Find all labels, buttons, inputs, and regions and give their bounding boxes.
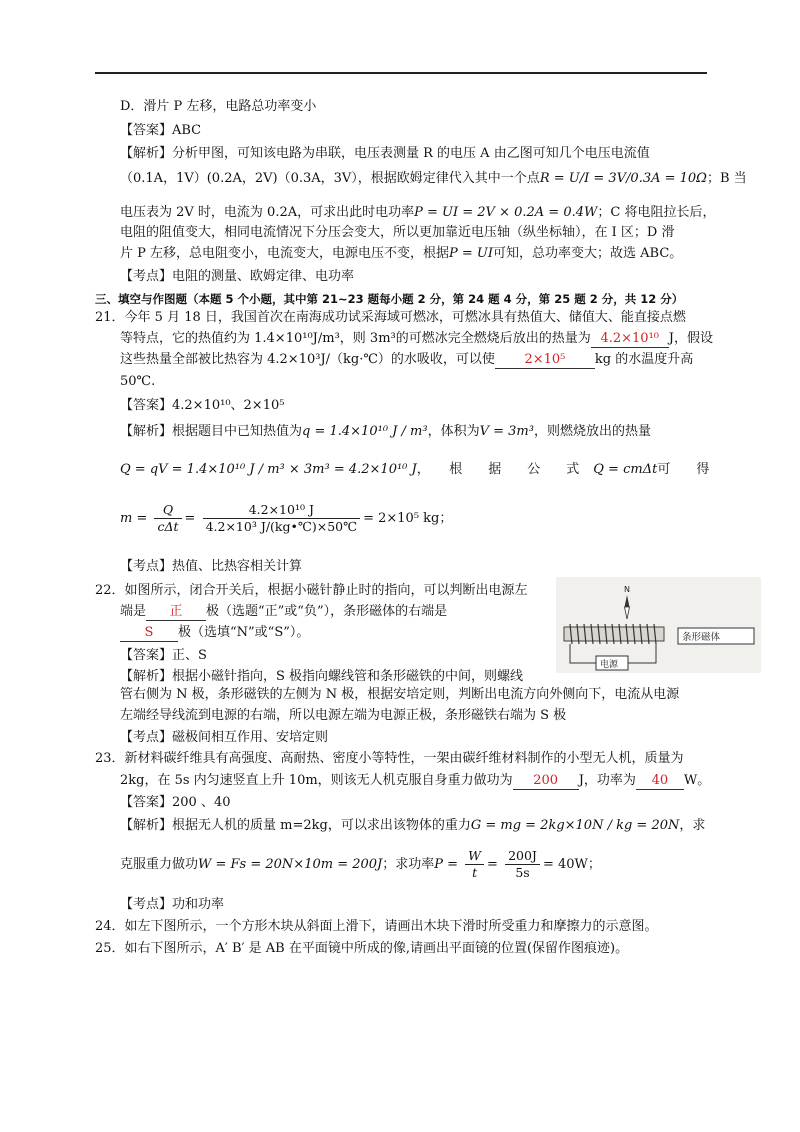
analysis-21-line-1 — [120, 423, 651, 441]
power-source-label: 电源 — [600, 660, 619, 670]
q23-text: W。 — [683, 773, 711, 788]
answer-22: 【答案】正、S — [120, 648, 207, 663]
specific-heat-formula: Q = cmΔt — [593, 462, 658, 477]
compass-needle-north — [625, 595, 630, 607]
q23-answer-blank-1: 200 — [513, 773, 579, 790]
analysis-20-line-3 — [120, 204, 715, 222]
kaodian-20: 【考点】电阻的测量、欧姆定律、电功率 — [120, 269, 355, 284]
analysis-20-line-1: 【解析】分析甲图，可知该电路为串联，电压表测量 R 的电压 A 由乙图可知几个电压电流值 — [120, 146, 650, 161]
analysis-21-text: 可 得 — [657, 462, 710, 477]
q23-answer-blank-2: 40 — [636, 773, 684, 790]
fraction-w-over-t — [465, 848, 484, 881]
wire-right — [628, 644, 656, 663]
analysis-23-line-1 — [120, 817, 705, 835]
fraction-values — [505, 848, 540, 881]
analysis-20-line-5 — [120, 245, 682, 263]
analysis-22-line-1: 【解析】根据小磁针指向，S 极指向螺线管和条形磁铁的中间，则螺线 — [120, 669, 524, 684]
mass-result: = 2×10⁵ kg； — [363, 511, 453, 526]
fraction-numerator: 200J — [505, 848, 540, 865]
wire-left — [570, 644, 596, 663]
q21-answer-blank-1: 4.2×10¹⁰ — [591, 331, 669, 348]
ohm-equation: R = U/I = 3V/0.3A = 10Ω — [539, 171, 707, 186]
analysis-23-text: 克服重力做功 — [120, 857, 199, 872]
mass-lhs: m = — [120, 511, 152, 526]
q21-text: 这些热量全部被比热容为 4.2×10³J/（kg·℃）的水吸收，可以使 — [120, 352, 495, 367]
work-equation: W = Fs = 20N×10m = 200J — [198, 857, 383, 872]
solenoid-figure — [556, 577, 761, 673]
q21-text: 等特点，它的热值约为 1.4×10¹⁰J/m³，则 3m³的可燃冰完全燃烧后放出的热量为 — [120, 331, 591, 346]
q22-text: 极（选题“正”或“负”），条形磁体的右端是 — [206, 604, 448, 619]
kaodian-21: 【考点】热值、比热容相关计算 — [120, 559, 303, 574]
q22-line-3 — [120, 624, 309, 642]
q21-text: kg 的水温度升高 — [594, 352, 694, 367]
q21-line-1: 21．今年 5 月 18 日，我国首次在南海成功试采海域可燃冰，可燃冰具有热值大、储值大、能直接点燃 — [95, 310, 686, 325]
fraction-denominator: cΔt — [157, 519, 179, 534]
option-d: D．滑片 P 左移，电路总功率变小 — [120, 99, 317, 114]
analysis-22-line-3: 左端经导线流到电源的右端，所以电源左端为电源正极，条形磁铁右端为 S 极 — [120, 708, 567, 723]
q21-line-4: 50℃. — [120, 374, 156, 389]
solenoid-diagram — [556, 577, 761, 673]
compass-needle-south — [625, 607, 630, 619]
analysis-20-text: 电压表为 2V 时，电流为 0.2A，可求出此时电功率 — [120, 205, 415, 220]
analysis-21-line-3: m = $\frac{Q}{\text{cΔt}}$ = $\frac{\text{4.2×10¹⁰ J}}{\text{4.2×10³ J/(kg•℃)×50℃}}$ = 2×10⁵ kg； — [120, 502, 453, 534]
fraction-numerator: W — [465, 848, 484, 865]
analysis-21-text: ，则燃烧放出的热量 — [533, 424, 651, 439]
analysis-23-text: ，求 — [679, 818, 706, 833]
q21-line-3 — [120, 351, 693, 369]
analysis-20-text: 片 P 左移，总电阻变小，电流变大，电源电压不变，根据 — [120, 246, 450, 261]
analysis-21-text: ， 根 据 公 式 — [416, 462, 580, 477]
power-lhs: P = — [434, 857, 463, 872]
analysis-21-line-2 — [120, 461, 709, 479]
q22-answer-blank-1: 正 — [146, 604, 206, 621]
q22-text: 极（选填“N”或“S”）。 — [178, 625, 310, 640]
q23-text: 2kg，在 5s 内匀速竖直上升 10m，则该无人机克服自身重力做功为 — [120, 773, 513, 788]
q21-text: J，假设 — [668, 331, 713, 346]
analysis-21-text: ，体积为 — [427, 424, 480, 439]
fraction-values — [203, 502, 361, 535]
q24: 24．如左下图所示，一个方形木块从斜面上滑下，请画出木块下滑时所受重力和摩擦力的示意图。 — [95, 919, 658, 934]
analysis-22-line-2: 管右侧为 N 极，条形磁铁的左侧为 N 极，根据安培定则，判断出电流方向外侧向下，电流从电源 — [120, 687, 680, 702]
answer-23: 【答案】200 、40 — [120, 795, 231, 810]
q22-text: 端是 — [120, 604, 147, 619]
analysis-23-text: 【解析】根据无人机的质量 m=2kg，可以求出该物体的重力 — [120, 818, 471, 833]
compass-n-label: N — [624, 585, 630, 594]
kaodian-23: 【考点】功和功率 — [120, 897, 225, 912]
header-rule — [95, 72, 707, 74]
analysis-20-text: 可知，总功率变大；故选 ABC。 — [493, 246, 683, 261]
gravity-equation: G = mg = 2kg×10N / kg = 20N — [470, 818, 680, 833]
section-3-heading: 三、填空与作图题（本题 5 个小题，其中第 21~23 题每小题 2 分，第 24 题 4 分，第 25 题 2 分，共 12 分） — [95, 292, 684, 306]
fraction-denominator: 4.2×10³ J/(kg•℃)×50℃ — [205, 519, 358, 534]
analysis-20-text: ；B 当 — [706, 171, 747, 186]
power-equation: P = UI = 2V × 0.2A = 0.4W — [414, 205, 598, 220]
fraction-numerator: 4.2×10¹⁰ J — [203, 502, 361, 519]
kaodian-22: 【考点】磁极间相互作用、安培定则 — [120, 730, 329, 745]
q22-line-1: 22．如图所示，闭合开关后，根据小磁针静止时的指向，可以判断出电源左 — [95, 583, 528, 598]
heat-value-equation: q = 1.4×10¹⁰ J / m³ — [302, 424, 428, 439]
q22-answer-blank-2: S — [120, 625, 178, 642]
heat-equation: Q = qV = 1.4×10¹⁰ J / m³ × 3m³ = 4.2×10¹⁰ J — [120, 462, 417, 477]
analysis-20-text: （0.1A，1V）(0.2A，2V)（0.3A，3V），根据欧姆定律代入其中一个点 — [120, 171, 540, 186]
q23-line-2 — [120, 772, 710, 790]
analysis-20-text: ；C 将电阻拉长后， — [597, 205, 716, 220]
analysis-20-line-2 — [120, 170, 747, 188]
power-result: = 40W； — [542, 857, 601, 872]
analysis-23-line-2: 克服重力做功W = Fs = 20N×10m = 200J；求功率P = $\frac{W}{t}$ = $\frac{200J}{5s}$ = 40W； — [120, 848, 601, 880]
analysis-21-text: 【解析】根据题目中已知热值为 — [120, 424, 303, 439]
fraction-q-over-ct — [154, 502, 181, 535]
answer-21: 【答案】4.2×10¹⁰、2×10⁵ — [120, 398, 285, 413]
answer-20: 【答案】ABC — [120, 123, 202, 138]
bar-magnet-label: 条形磁体 — [682, 632, 721, 643]
power-formula: P = UI — [449, 246, 494, 261]
q22-line-2 — [120, 603, 447, 621]
q21-line-2 — [120, 330, 713, 348]
q21-answer-blank-2: 2×10⁵ — [495, 352, 595, 369]
q23-line-1: 23．新材料碳纤维具有高强度、高耐热、密度小等特性，一架由碳纤维材料制作的小型无人机，质量为 — [95, 751, 684, 766]
analysis-20-line-4: 电阻的阻值变大，相同电流情况下分压会变大，所以更加靠近电压轴（纵坐标轴），在 I 区；D 滑 — [120, 225, 675, 240]
volume-equation: V = 3m³ — [479, 424, 534, 439]
fraction-denominator: 5s — [515, 865, 530, 880]
analysis-23-text: ；求功率 — [382, 857, 435, 872]
q23-text: J，功率为 — [578, 773, 636, 788]
q25: 25．如右下图所示，A′ B′ 是 AB 在平面镜中所成的像,请画出平面镜的位置(保留作图痕迹)。 — [95, 941, 629, 956]
fraction-denominator: t — [472, 865, 478, 880]
fraction-numerator: Q — [154, 502, 181, 519]
